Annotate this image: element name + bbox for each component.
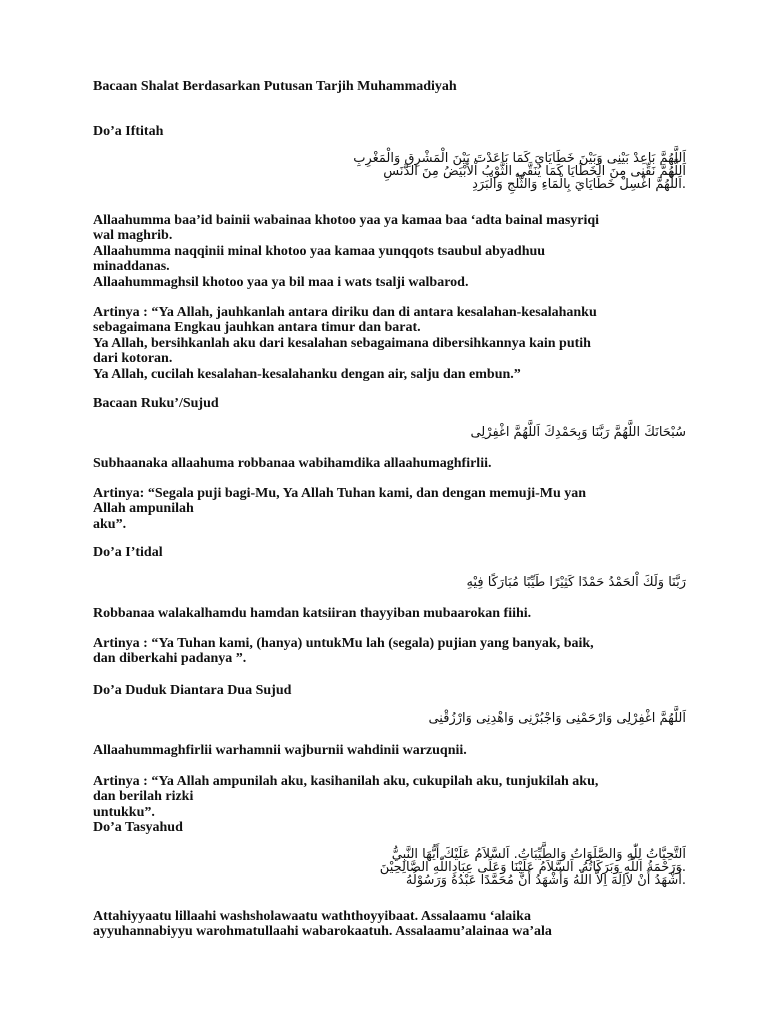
text-line: Artinya : “Ya Tuhan kami, (hanya) untukMu lah (segala) pujian yang banyak, baik, <box>93 636 594 651</box>
tasyahud-arabic <box>86 848 686 887</box>
arabic-line: اَللَّهُمَّ نَقِّنِى مِنَ الْخَطَايَا كَمَا يُنَقَّى الثَّوْبُ اْلأَبْيَضُ مِنَ الدَّنَسِ <box>383 164 686 179</box>
text-line: Allaahumma baa’id bainii wabainaa khotoo yaa ya kamaa baa ‘adta bainal masyriqi <box>93 213 600 228</box>
text-line: Ya Allah, cucilah kesalahan-kesalahanku dengan air, salju dan embun.” <box>93 366 521 382</box>
arabic-line: اَللَّهُمَّ اغْفِرْلِى وَارْحَمْنِى وَاجْبُرْنِى وَاهْدِنِى وَارْزُقْنِى <box>428 711 686 726</box>
text-line: Allaahumma naqqinii minal khotoo yaa kamaa yunqqots tsaubul abyadhuu <box>93 243 546 259</box>
duduk-arabic <box>86 712 686 725</box>
ruku-meaning <box>93 486 693 532</box>
arabic-line: .أَشْهَدُ أَنْ لاَاِلَهَ اِلاَّ اللّٰهُ وَأَشْهَدُ أَنَّ مُحَمَّدًا عَبْدُهُ وَرَسُوْلُهُ <box>405 873 686 888</box>
text-line: Artinya: “Segala puji bagi-Mu, Ya Allah Tuhan kami, dan dengan memuji-Mu yan <box>93 486 587 501</box>
text-line: Allah ampunilah <box>93 501 194 517</box>
text-line: Ya Allah, bersihkanlah aku dari kesalahan sebagaimana dibersihkannya kain putih <box>93 335 591 351</box>
duduk-heading: Do’a Duduk Diantara Dua Sujud <box>93 683 292 698</box>
text-line: Artinya : “Ya Allah, jauhkanlah antara diriku dan di antara kesalahan-kesalahanku <box>93 305 597 320</box>
arabic-line: اَلتَّحِيَّاتُ لِلّٰهِ وَالصَّلَوَاتُ وَالطَّيِّبَاتُ. اَلسَّلاَمُ عَلَيْكَ أَيُّهَا النَّبِيُّ <box>391 847 686 862</box>
tasyahud-heading: Do’a Tasyahud <box>93 820 183 835</box>
text-line: dan berilah rizki <box>93 789 194 805</box>
text-line: Allaahummaghfirlii warhamnii wajburnii wahdinii warzuqnii. <box>93 743 467 758</box>
iftitah-meaning <box>93 305 693 382</box>
document-title: Bacaan Shalat Berdasarkan Putusan Tarjih Muhammadiyah <box>93 79 457 94</box>
iftitah-arabic <box>86 152 686 191</box>
arabic-line: .وَرَحْمَةُ اللّٰهِ وَبَرَكَاتُهُ. اَلسَّلاَمُ عَلَيْنَا وَعَلَى عِبَادِاللّٰهِ الصَّالِحِيْنَ <box>379 860 686 875</box>
text-line: sebagaimana Engkau jauhkan antara timur dan barat. <box>93 320 421 336</box>
itidal-heading: Do’a I’tidal <box>93 545 163 560</box>
text-line: Artinya : “Ya Allah ampunilah aku, kasihanilah aku, cukupilah aku, tunjukilah aku, <box>93 774 599 789</box>
itidal-meaning <box>93 636 693 667</box>
iftitah-latin <box>93 213 693 290</box>
text-line: aku”. <box>93 516 127 532</box>
arabic-line: سُبْحَانَكَ اللَّهُمَّ رَبَّنَا وَبِحَمْدِكَ اَللَّهُمَّ اغْفِرْلِى <box>470 425 686 440</box>
text-line: dari kotoran. <box>93 351 173 367</box>
tasyahud-latin <box>93 909 693 940</box>
arabic-line: .اَللَّهُمَّ اغْسِلْ خَطَايَايَ بِالْمَاءِ وَالثَّلْجِ وَالْبَرَدِ <box>472 177 686 192</box>
text-line: dan diberkahi padanya ”. <box>93 651 247 667</box>
itidal-arabic <box>86 576 686 589</box>
arabic-line: اَللَّهُمَّ بَاعِدْ بَيْنِى وَبَيْنَ خَطَايَايَ كَمَا بَاعَدْتَ بَيْنَ الْمَشْرِقِ وَالْمَغْرِبِ <box>353 151 686 166</box>
duduk-meaning <box>93 774 693 820</box>
ruku-arabic <box>86 426 686 439</box>
text-line: Robbanaa walakalhamdu hamdan katsiiran thayyiban mubaarokan fiihi. <box>93 606 532 621</box>
iftitah-heading: Do’a Iftitah <box>93 124 164 139</box>
ruku-heading: Bacaan Ruku’/Sujud <box>93 396 219 411</box>
text-line: Subhaanaka allaahuma robbanaa wabihamdika allaahumaghfirlii. <box>93 456 492 471</box>
itidal-latin <box>93 606 693 621</box>
ruku-latin <box>93 456 693 471</box>
text-line: Attahiyyaatu lillaahi washsholawaatu waththoyyibaat. Assalaamu ‘alaika <box>93 909 531 924</box>
text-line: untukku”. <box>93 804 155 820</box>
text-line: minaddanas. <box>93 259 170 275</box>
text-line: ayyuhannabiyyu warohmatullaahi wabarokaatuh. Assalaamu’alainaa wa’ala <box>93 924 552 940</box>
text-line: Allaahummaghsil khotoo yaa ya bil maa i wats tsalji walbarod. <box>93 274 469 290</box>
text-line: wal maghrib. <box>93 228 173 244</box>
duduk-latin <box>93 743 693 758</box>
arabic-line: رَبَّنَا وَلَكَ اْلحَمْدُ حَمْدًا كَثِيْرًا طَيِّبًا مُبَارَكًا فِيْهِ <box>466 575 686 590</box>
